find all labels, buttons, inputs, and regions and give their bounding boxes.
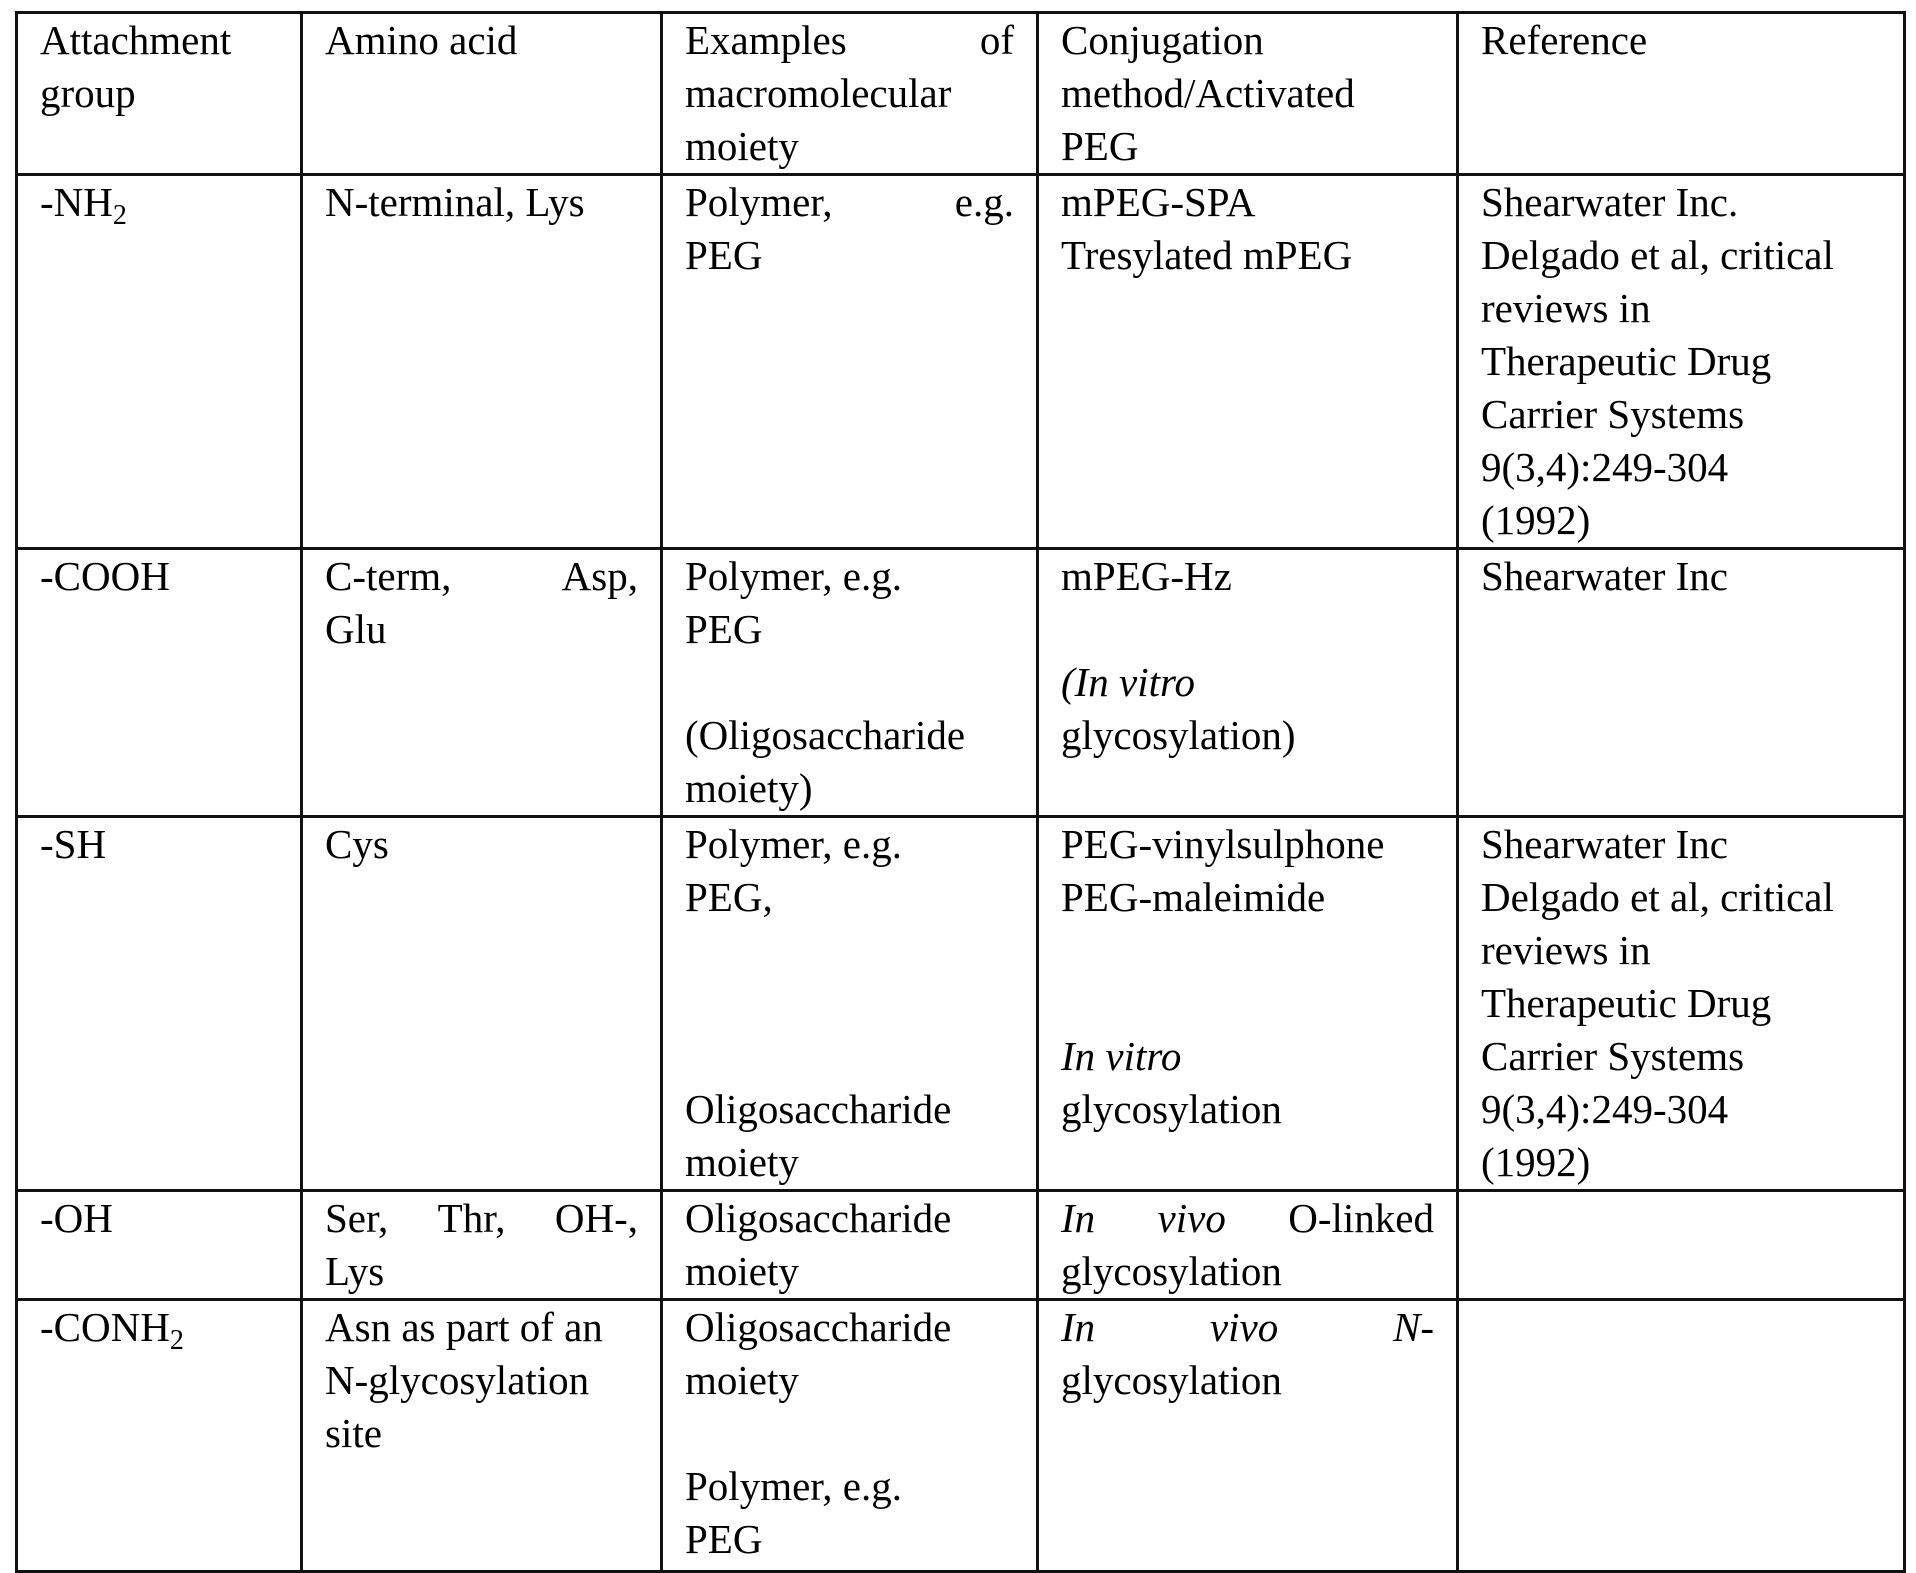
cell-conjugation: In vivo O-linked glycosylation <box>1038 1191 1458 1300</box>
cell-amino-acid: Cys <box>302 817 662 1191</box>
header-examples: Examples of macromolecular moiety <box>662 13 1038 175</box>
cell-example: Oligosaccharide moiety <box>662 1191 1038 1300</box>
cell-reference: Shearwater Inc. Delgado et al, critical reviews in Therapeutic Drug Carrier Systems 9(3,4):249-304 (1992) <box>1458 175 1905 549</box>
cell-reference <box>1458 1191 1905 1300</box>
cell-reference <box>1458 1300 1905 1572</box>
cell-attachment-group: -SH <box>17 817 302 1191</box>
table-row <box>17 1300 1905 1572</box>
table-row <box>17 549 1905 817</box>
cell-example: Polymer, e.g. PEG, Oligosaccharide moiety <box>662 817 1038 1191</box>
cell-example: Polymer, e.g. PEG <box>662 175 1038 549</box>
table-row <box>17 175 1905 549</box>
cell-amino-acid: C-term, Asp, Glu <box>302 549 662 817</box>
cell-attachment-group: -COOH <box>17 549 302 817</box>
table-row <box>17 817 1905 1191</box>
cell-example: Polymer, e.g. PEG (Oligosaccharide moiety) <box>662 549 1038 817</box>
table-header-row <box>17 13 1905 175</box>
table-row <box>17 1191 1905 1300</box>
cell-conjugation: In vivo N- glycosylation <box>1038 1300 1458 1572</box>
header-conjugation: Conjugation method/Activated PEG <box>1038 13 1458 175</box>
cell-amino-acid: Ser, Thr, OH-, Lys <box>302 1191 662 1300</box>
cell-amino-acid: Asn as part of an N-glycosylation site <box>302 1300 662 1572</box>
cell-conjugation: mPEG-Hz (In vitro glycosylation) <box>1038 549 1458 817</box>
cell-attachment-group: -OH <box>17 1191 302 1300</box>
cell-amino-acid: N-terminal, Lys <box>302 175 662 549</box>
cell-reference: Shearwater Inc <box>1458 549 1905 817</box>
conjugation-table <box>15 11 1906 1573</box>
header-reference: Reference <box>1458 13 1905 175</box>
cell-example: Oligosaccharide moiety Polymer, e.g. PEG <box>662 1300 1038 1572</box>
cell-attachment-group: -NH2 <box>17 175 302 549</box>
cell-conjugation: PEG-vinylsulphone PEG-maleimide In vitro glycosylation <box>1038 817 1458 1191</box>
header-attachment-group: Attachment group <box>17 13 302 175</box>
cell-reference: Shearwater Inc Delgado et al, critical reviews in Therapeutic Drug Carrier Systems 9(3,4):249-304 (1992) <box>1458 817 1905 1191</box>
header-amino-acid: Amino acid <box>302 13 662 175</box>
cell-attachment-group: -CONH2 <box>17 1300 302 1572</box>
cell-conjugation: mPEG-SPA Tresylated mPEG <box>1038 175 1458 549</box>
